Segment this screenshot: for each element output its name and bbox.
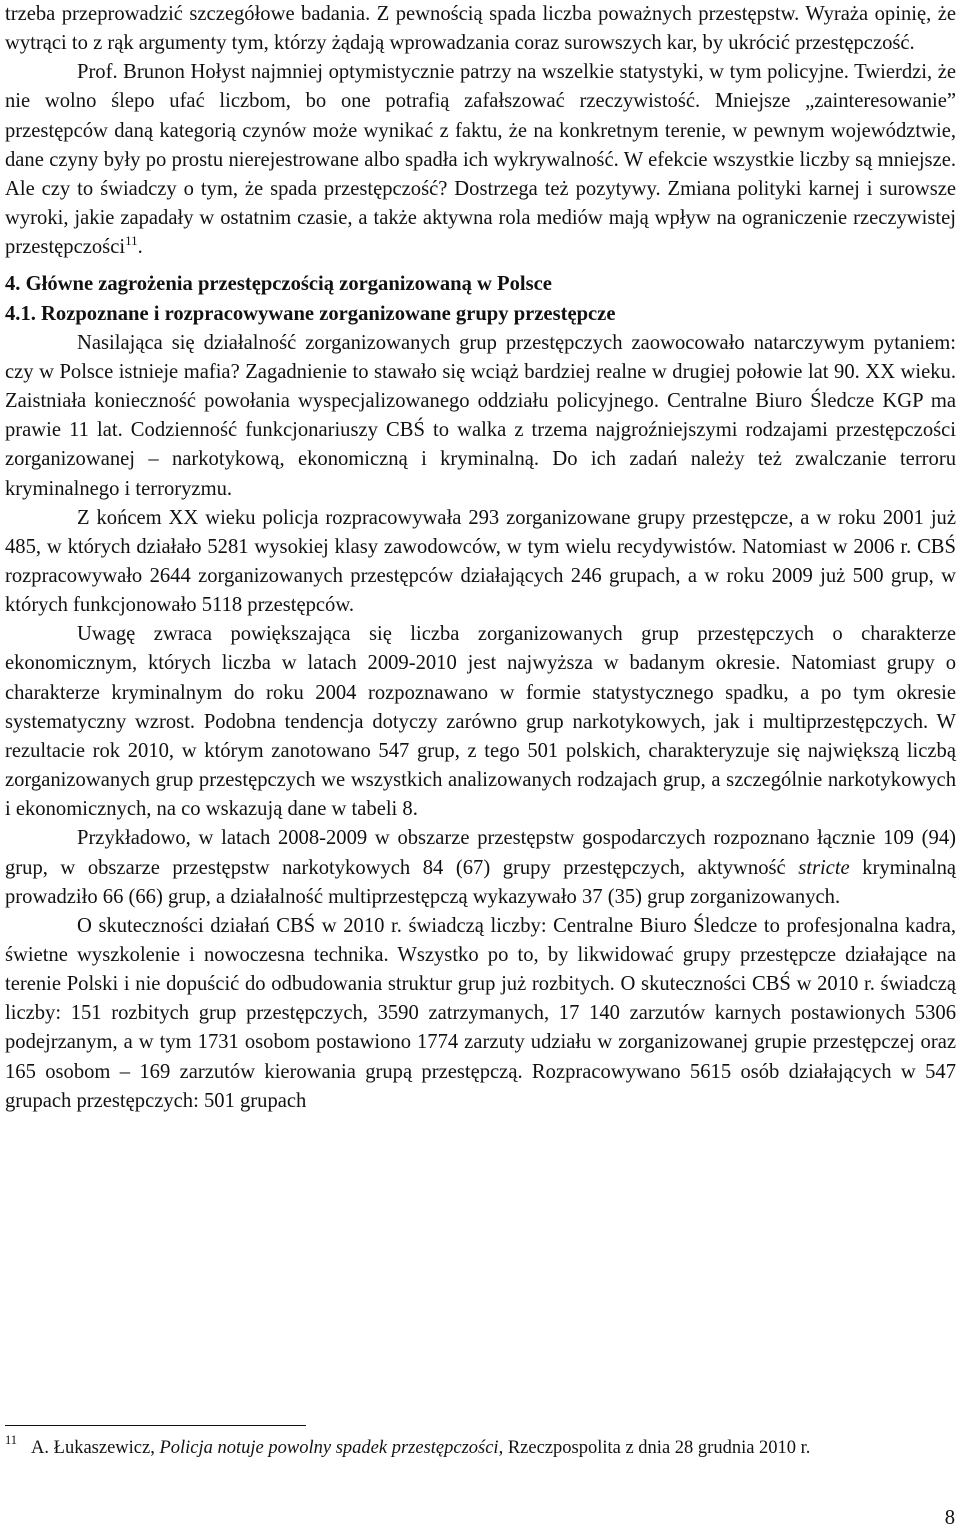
- footnote-text-before: A. Łukaszewicz,: [31, 1438, 160, 1458]
- paragraph-examples-italic: stricte: [798, 856, 850, 879]
- footnote-reference: 11: [125, 233, 138, 249]
- paragraph-holyst-text: Prof. Brunon Hołyst najmniej optymistycznie patrzy na wszelkie statystyki, w tym policyjne. Twierdzi, że nie wolno ślepo ufać liczbom, bo one potrafią zafałszować rzeczywistość. Mniejsze „zainteresowanie” przestępców daną kategorią czynów może wynikać z faktu, że na konkretnym terenie, w pewnym województwie, dane czyny były po prostu nierejestrowane albo spadła ich wykrywalność. W efekcie wszystkie liczby są mniejsze. Ale czy to świadczy o tym, że spada przestępczość? Dostrzega też pozytywy. Zmiana polityki karnej i surowsze wyroki, jakie zapadały w ostatnim czasie, a także aktywna rola mediów mają wpływ na ograniczenie rzeczywistej przestępczości: [5, 61, 956, 259]
- subsection-heading: 4.1. Rozpoznane i rozpracowywane zorganizowane grupy przestępcze: [5, 302, 616, 325]
- paragraph-examples: [5, 824, 956, 911]
- paragraph-continued: trzeba przeprowadzić szczegółowe badania. Z pewnością spada liczba poważnych przestępstw. Wyraża opinię, że wytrąci to z rąk argumenty tym, którzy żądają wprowadzania coraz surowszych kar, by ukrócić przestępczość.: [5, 3, 956, 55]
- paragraph-economic-groups: Uwagę zwraca powiększająca się liczba zorganizowanych grup przestępczych o charakterze ekonomicznym, których liczba w latach 2009-2010 jest najwyższa w badanym okresie. Natomiast grupy o charakterze kryminalnym do roku 2004 rozpoznawano w formie statystycznego spadku, a po tym okresie systematyczny wzrost. Podobna tendencja dotyczy zarówno grup narkotykowych, jak i multiprzestępczych. W rezultacie rok 2010, w którym zanotowano 547 grup, z tego 501 polskich, charakteryzuje się największą liczbą zorganizowanych grup przestępczych we wszystkich analizowanych rodzajach grup, a szczególnie narkotykowych i ekonomicznych, na co wskazują dane w tabeli 8.: [5, 623, 956, 821]
- paragraph-holyst-end: .: [137, 236, 143, 259]
- paragraph-holyst: [5, 58, 956, 262]
- page-number: 8: [944, 1507, 955, 1529]
- footnote-text-after: , Rzeczpospolita z dnia 28 grudnia 2010 r.: [498, 1438, 811, 1458]
- paragraph-group-counts: Z końcem XX wieku policja rozpracowywała 293 zorganizowane grupy przestępcze, a w roku 2001 już 485, w których działało 5281 wysokiej klasy zawodowców, w tym wielu recydywistów. Natomiast w 2006 r. CBŚ rozpracowywało 2644 zorganizowanych przestępców działających 246 grupach, a w roku 2009 już 500 grup, w których funkcjonowało 5118 przestępców.: [5, 506, 956, 617]
- paragraph-cbs-effectiveness: O skuteczności działań CBŚ w 2010 r. świadczą liczby: Centralne Biuro Śledcze to profesjonalna kadra, świetne wyszkolenie i nowoczesna technika. Wszystko po to, by likwidować grupy przestępcze działające na terenie Polski i nie dopuścić do odbudowania struktur grup już rozbitych. O skuteczności CBŚ w 2010 r. świadczą liczby: 151 rozbitych grup przestępczych, 3590 zatrzymanych, 17 140 zarzutów karnych postawionych 5306 podejrzanym, a w tym 1731 osobom postawiono 1774 zarzuty udziału w zorganizowanej grupie przestępczej oraz 165 osobom – 169 zarzutów kierowania grupą przestępczą. Rozpracowywano 5615 osób działających w 547 grupach przestępczych: 501 grupach: [5, 914, 956, 1112]
- footnote-divider: [5, 1425, 306, 1426]
- section-heading: 4. Główne zagrożenia przestępczością zorganizowaną w Polsce: [5, 273, 552, 296]
- footnote: [5, 1433, 945, 1459]
- footnote-title: Policja notuje powolny spadek przestępczości: [159, 1438, 499, 1458]
- paragraph-examples-text-b: kryminalną prowadziło 66 (66) grup, a działalność multiprzestępczą wykazywało 37 (35) grup zorganizowanych.: [5, 856, 957, 908]
- paragraph-examples-text-a: Przykładowo, w latach 2008-2009 w obszarze przestępstw gospodarczych rozpoznano łącznie 109 (94) grup, w obszarze przestępstw narkotykowych 84 (67) grupy przestępczych, aktywność: [5, 827, 956, 879]
- paragraph-mafia: Nasilająca się działalność zorganizowanych grup przestępczych zaowocowało natarczywym pytaniem: czy w Polsce istnieje mafia? Zagadnienie to stawało się wciąż bardziej realne w drugiej połowie lat 90. XX wieku. Zaistniała konieczność powołania wyspecjalizowanego oddziału policyjnego. Centralne Biuro Śledcze KGP ma prawie 11 lat. Codzienność funkcjonariuszy CBŚ to walka z trzema najgroźniejszymi rodzajami przestępczości zorganizowanej – narkotykową, ekonomiczną i kryminalną. Do ich zadań należy też zwalczanie terroru kryminalnego i terroryzmu.: [5, 331, 956, 500]
- footnote-number: 11: [5, 1433, 18, 1447]
- document-body: [5, 0, 956, 1116]
